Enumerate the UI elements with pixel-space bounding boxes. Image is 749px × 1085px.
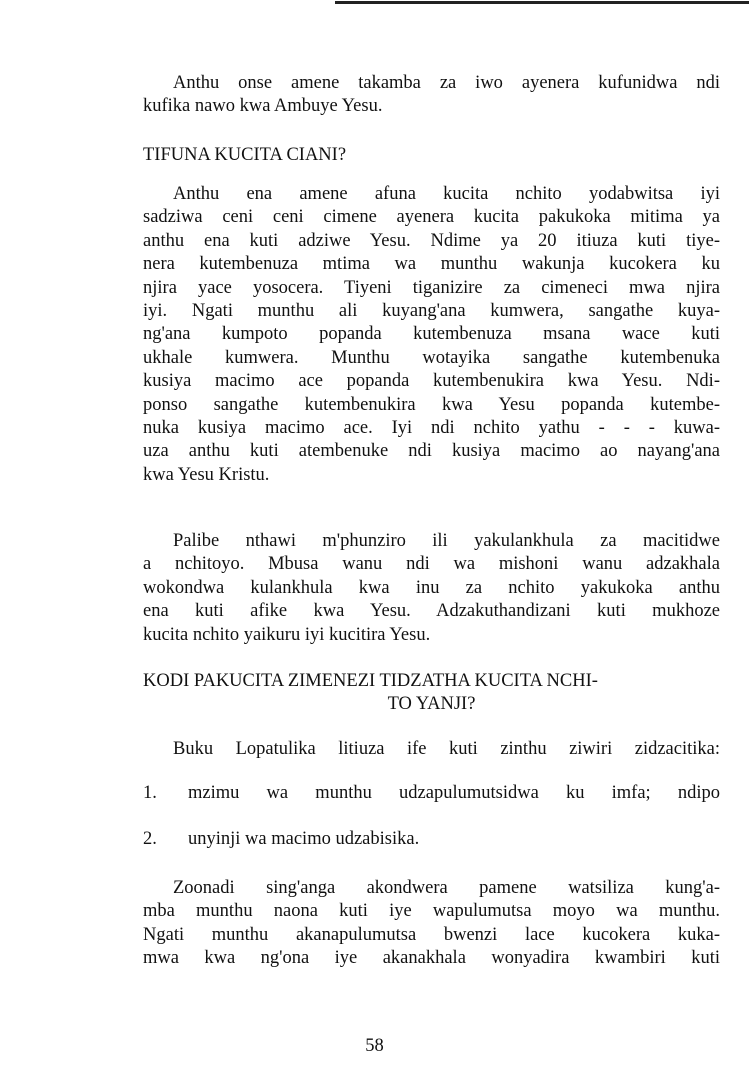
heading-line: KODI PAKUCITA ZIMENEZI TIDZATHA KUCITA NCHI- — [143, 671, 598, 691]
list-number: 2. — [143, 829, 157, 849]
text-line: ukhale kumwera. Munthu wotayika sangathe kutembenuka — [143, 347, 720, 368]
page-number: 58 — [365, 1036, 384, 1056]
text-line: Zoonadi sing'anga akondwera pamene watsiliza kung'a- — [173, 878, 720, 898]
text-line: Anthu ena amene afuna kucita nchito yodabwitsa iyi — [173, 184, 720, 204]
text-line: kwa Yesu Kristu. — [143, 464, 270, 485]
text-line: nuka kusiya macimo ace. Iyi ndi nchito yathu - - - kuwa- — [143, 417, 720, 438]
text-line: kufika nawo kwa Ambuye Yesu. — [143, 96, 383, 117]
text-line: nera kutembenuza mtima wa munthu wakunja kucokera ku — [143, 254, 720, 275]
text-line: mba munthu naona kuti iye wapulumutsa moyo wa munthu. — [143, 901, 720, 922]
paragraph-3 — [143, 530, 720, 647]
text-line: a nchitoyo. Mbusa wanu ndi wa mishoni wanu adzakhala — [143, 554, 720, 575]
list-text: mzimu wa munthu udzapulumutsidwa ku imfa; ndipo — [188, 783, 720, 803]
text-line: Anthu onse amene takamba za iwo ayenera kufunidwa ndi — [173, 73, 720, 93]
list-text: unyinji wa macimo udzabisika. — [188, 829, 420, 849]
top-rule — [335, 1, 749, 4]
paragraph-1 — [143, 72, 720, 119]
text-line: kucita nchito yaikuru iyi kucitira Yesu. — [143, 624, 431, 645]
text-line: iyi. Ngati munthu ali kuyang'ana kumwera, sangathe kuya- — [143, 300, 720, 321]
text-line: ponso sangathe kutembenukira kwa Yesu popanda kutembe- — [143, 394, 720, 415]
section-heading: TIFUNA KUCITA CIANI? — [143, 145, 347, 165]
paragraph-4 — [143, 738, 720, 761]
text-line: Palibe nthawi m'phunziro ili yakulankhula za macitidwe — [173, 531, 720, 551]
paragraph-2 — [143, 183, 720, 487]
text-line: uza anthu kuti atembenuke ndi kusiya macimo ao nayang'ana — [143, 441, 720, 462]
text-line: sadziwa ceni ceni cimene ayenera kucita pakukoka mitima ya — [143, 207, 720, 228]
text-line: ena kuti afike kwa Yesu. Adzakuthandizani kuti mukhoze — [143, 601, 720, 622]
list-number: 1. — [143, 783, 157, 803]
text-line: Buku Lopatulika litiuza ife kuti zinthu ziwiri zidzacitika: — [173, 739, 720, 759]
section-heading — [143, 670, 720, 717]
text-line: ng'ana kumpoto popanda kutembenuza msana wace kuti — [143, 324, 720, 345]
heading-line: TO YANJI? — [387, 694, 476, 715]
paragraph-5 — [143, 877, 720, 971]
text-line: njira yace yosocera. Tiyeni tiganizire za cimeneci mwa njira — [143, 277, 720, 298]
text-line: kusiya macimo ace popanda kutembenukira kwa Yesu. Ndi- — [143, 371, 720, 392]
text-line: Ngati munthu akanapulumutsa bwenzi lace kucokera kuka- — [143, 924, 720, 945]
text-line: wokondwa kulankhula kwa inu za nchito yakukoka anthu — [143, 577, 720, 598]
text-line: mwa kwa ng'ona iye akanakhala wonyadira kwambiri kuti — [143, 948, 720, 969]
text-line: anthu ena kuti adziwe Yesu. Ndime ya 20 itiuza kuti tiye- — [143, 230, 720, 251]
